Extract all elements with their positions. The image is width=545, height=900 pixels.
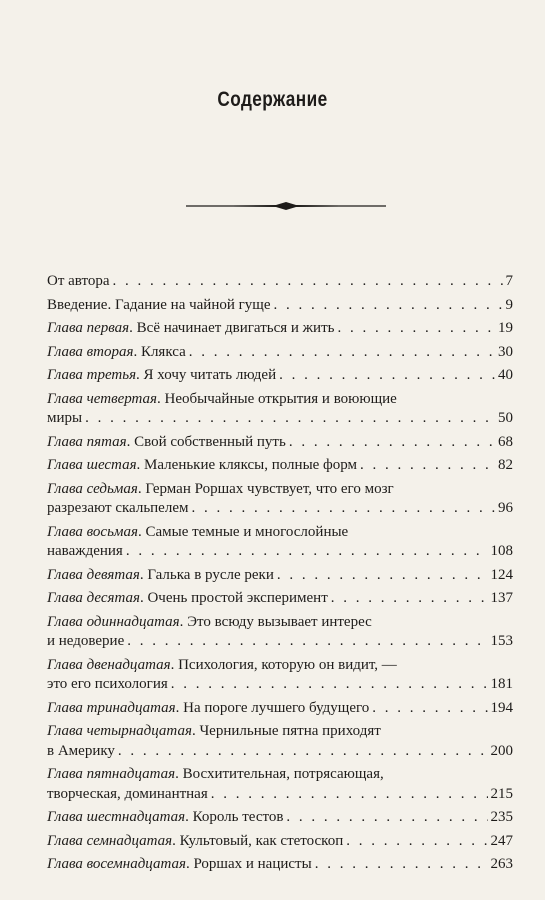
toc-title-tail: От автора [47, 273, 110, 289]
chapter-label: Глава восемнадцатая [47, 856, 186, 872]
page-title: Содержание [217, 88, 328, 111]
toc-entry [47, 480, 513, 519]
toc-title-tail: . Маленькие кляксы, полные форм [136, 457, 358, 473]
dot-leader [372, 699, 487, 719]
toc-title-line [47, 656, 513, 676]
page-number: 50 [498, 410, 513, 426]
toc-entry [47, 433, 513, 453]
page-number: 30 [498, 343, 513, 360]
chapter-label: Глава четырнадцатая [47, 723, 192, 739]
toc-title-text [47, 832, 343, 852]
toc-title-text: . Самые темные и многослойные [137, 523, 349, 540]
decorative-divider [186, 200, 386, 212]
toc-title-text [47, 542, 123, 562]
dot-leader [211, 785, 488, 805]
page-number: 124 [490, 566, 513, 583]
toc-title-text: . Это всюду вызывает интерес [179, 613, 372, 630]
toc-title-tail: творческая, доминантная [47, 785, 208, 802]
toc-title-text [47, 319, 334, 339]
toc-leader-line [47, 409, 513, 429]
page-number: 235 [490, 809, 513, 825]
toc-leader-line [47, 785, 513, 805]
toc-title-text: . Психология, которую он видит, — [170, 656, 397, 673]
page-number: 263 [490, 856, 513, 872]
toc-title-text [47, 785, 208, 805]
page-number: 194 [490, 699, 513, 716]
toc-title-text [47, 366, 276, 386]
chapter-label: Глава десятая [47, 590, 140, 606]
toc-entry [47, 390, 513, 429]
toc-title-tail: . Всё начинает двигаться и жить [129, 320, 335, 336]
table-of-contents [47, 272, 513, 879]
toc-title-tail: это его психология [47, 676, 168, 692]
toc-leader-line [47, 456, 513, 476]
page-number: 68 [498, 433, 513, 450]
dot-leader [118, 742, 488, 762]
toc-leader-line [47, 742, 513, 762]
page-number: 19 [498, 320, 513, 336]
toc-entry [47, 366, 513, 386]
dot-leader [191, 499, 495, 519]
toc-title-line [47, 390, 513, 410]
toc-leader-line [47, 272, 513, 292]
toc-title-text: . Необычайные открытия и воюющие [157, 390, 397, 407]
dot-leader [337, 319, 495, 339]
dot-leader [171, 675, 488, 695]
page-number: 82 [498, 457, 513, 473]
toc-title-tail: . Король тестов [185, 809, 284, 825]
toc-title-tail: миры [47, 410, 83, 426]
toc-title-text [47, 675, 168, 695]
chapter-label: Глава шестнадцатая [47, 809, 186, 825]
toc-title-text [47, 742, 115, 762]
dot-leader [289, 433, 495, 453]
dot-leader [126, 542, 488, 562]
toc-entry [47, 855, 513, 875]
toc-title-tail: . Роршах и нацисты [185, 856, 312, 872]
chapter-label: Глава вторая [47, 343, 134, 360]
chapter-label: Глава седьмая [47, 480, 138, 497]
toc-entry [47, 272, 513, 292]
chapter-label: Глава пятнадцатая [47, 766, 176, 782]
toc-title-text [47, 433, 286, 453]
toc-title-text [47, 566, 274, 586]
toc-entry [47, 566, 513, 586]
page-number: 9 [505, 296, 513, 313]
toc-leader-line [47, 433, 513, 453]
dot-leader [315, 855, 488, 875]
toc-title-text [47, 343, 186, 363]
toc-title-tail: разрезают скальпелем [47, 500, 189, 516]
dot-leader [360, 456, 495, 476]
toc-title-tail: . Свой собственный путь [126, 433, 286, 450]
dot-leader [85, 409, 495, 429]
toc-entry [47, 722, 513, 761]
dot-leader [277, 566, 488, 586]
toc-leader-line [47, 296, 513, 316]
toc-entry [47, 589, 513, 609]
chapter-label: Глава двенадцатая [47, 656, 171, 673]
toc-title-text: . Чернильные пятна приходят [191, 723, 381, 739]
toc-leader-line [47, 832, 513, 852]
page-number: 247 [490, 832, 513, 849]
toc-title-tail: . Клякса [133, 343, 186, 360]
page-number: 40 [498, 367, 513, 383]
toc-title-tail: . Я хочу читать людей [136, 367, 277, 383]
toc-title-text [47, 855, 312, 875]
toc-title-line [47, 613, 513, 633]
page-number: 153 [490, 633, 513, 649]
toc-entry [47, 699, 513, 719]
toc-entry [47, 765, 513, 804]
chapter-label: Глава первая [47, 320, 130, 336]
chapter-label: Глава семнадцатая [47, 832, 173, 849]
toc-entry [47, 613, 513, 652]
toc-title-text [47, 589, 328, 609]
page-number: 96 [498, 500, 513, 516]
toc-title-text: . Восхитительная, потрясающая, [175, 766, 384, 782]
toc-entry [47, 808, 513, 828]
dot-leader [346, 832, 487, 852]
toc-title-tail: . Галька в русле реки [139, 566, 274, 583]
toc-leader-line [47, 566, 513, 586]
toc-title-text [47, 499, 188, 519]
toc-title-tail: . Очень простой эксперимент [139, 590, 328, 606]
toc-title-text [47, 409, 82, 429]
page-number: 215 [490, 785, 513, 802]
toc-title-line [47, 722, 513, 742]
toc-title-tail: наваждения [47, 543, 123, 559]
toc-title-tail: . Культовый, как стетоскоп [172, 832, 344, 849]
toc-entry [47, 523, 513, 562]
toc-leader-line [47, 855, 513, 875]
toc-entry [47, 319, 513, 339]
chapter-label: Глава восьмая [47, 523, 138, 540]
toc-title-text [47, 456, 357, 476]
toc-title-text [47, 296, 271, 316]
toc-leader-line [47, 675, 513, 695]
toc-leader-line [47, 589, 513, 609]
page-number: 108 [490, 543, 513, 559]
toc-entry [47, 832, 513, 852]
dot-leader [286, 808, 487, 828]
toc-title-text [47, 632, 124, 652]
dot-leader [331, 589, 488, 609]
toc-title-tail: . На пороге лучшего будущего [175, 699, 370, 716]
dot-leader [279, 366, 495, 386]
toc-entry [47, 456, 513, 476]
dot-leader [127, 632, 487, 652]
toc-title-tail: Введение. Гадание на чайной гуще [47, 296, 271, 313]
toc-title-line [47, 523, 513, 543]
toc-leader-line [47, 366, 513, 386]
toc-entry [47, 656, 513, 695]
toc-title-line [47, 765, 513, 785]
toc-leader-line [47, 808, 513, 828]
toc-title-text [47, 699, 369, 719]
chapter-label: Глава четвертая [47, 390, 158, 407]
chapter-label: Глава тринадцатая [47, 699, 176, 716]
chapter-label: Глава девятая [47, 566, 140, 583]
toc-title-line [47, 480, 513, 500]
page-number: 200 [490, 742, 513, 759]
toc-entry [47, 343, 513, 363]
toc-leader-line [47, 343, 513, 363]
toc-leader-line [47, 632, 513, 652]
toc-leader-line [47, 542, 513, 562]
dot-leader [189, 343, 495, 363]
chapter-label: Глава третья [47, 367, 137, 383]
toc-title-text: . Герман Роршах чувствует, что его мозг [137, 480, 394, 497]
chapter-label: Глава шестая [47, 457, 137, 473]
toc-leader-line [47, 499, 513, 519]
chapter-label: Глава одиннадцатая [47, 613, 180, 630]
page-number: 7 [505, 273, 513, 289]
toc-leader-line [47, 319, 513, 339]
toc-leader-line [47, 699, 513, 719]
toc-title-tail: в Америку [47, 742, 115, 759]
page-number: 181 [490, 676, 513, 692]
toc-title-text [47, 808, 283, 828]
dot-leader [113, 272, 503, 292]
toc-entry [47, 296, 513, 316]
chapter-label: Глава пятая [47, 433, 127, 450]
toc-title-text [47, 272, 110, 292]
dot-leader [274, 296, 503, 316]
page-number: 137 [490, 590, 513, 606]
toc-title-tail: и недоверие [47, 633, 125, 649]
